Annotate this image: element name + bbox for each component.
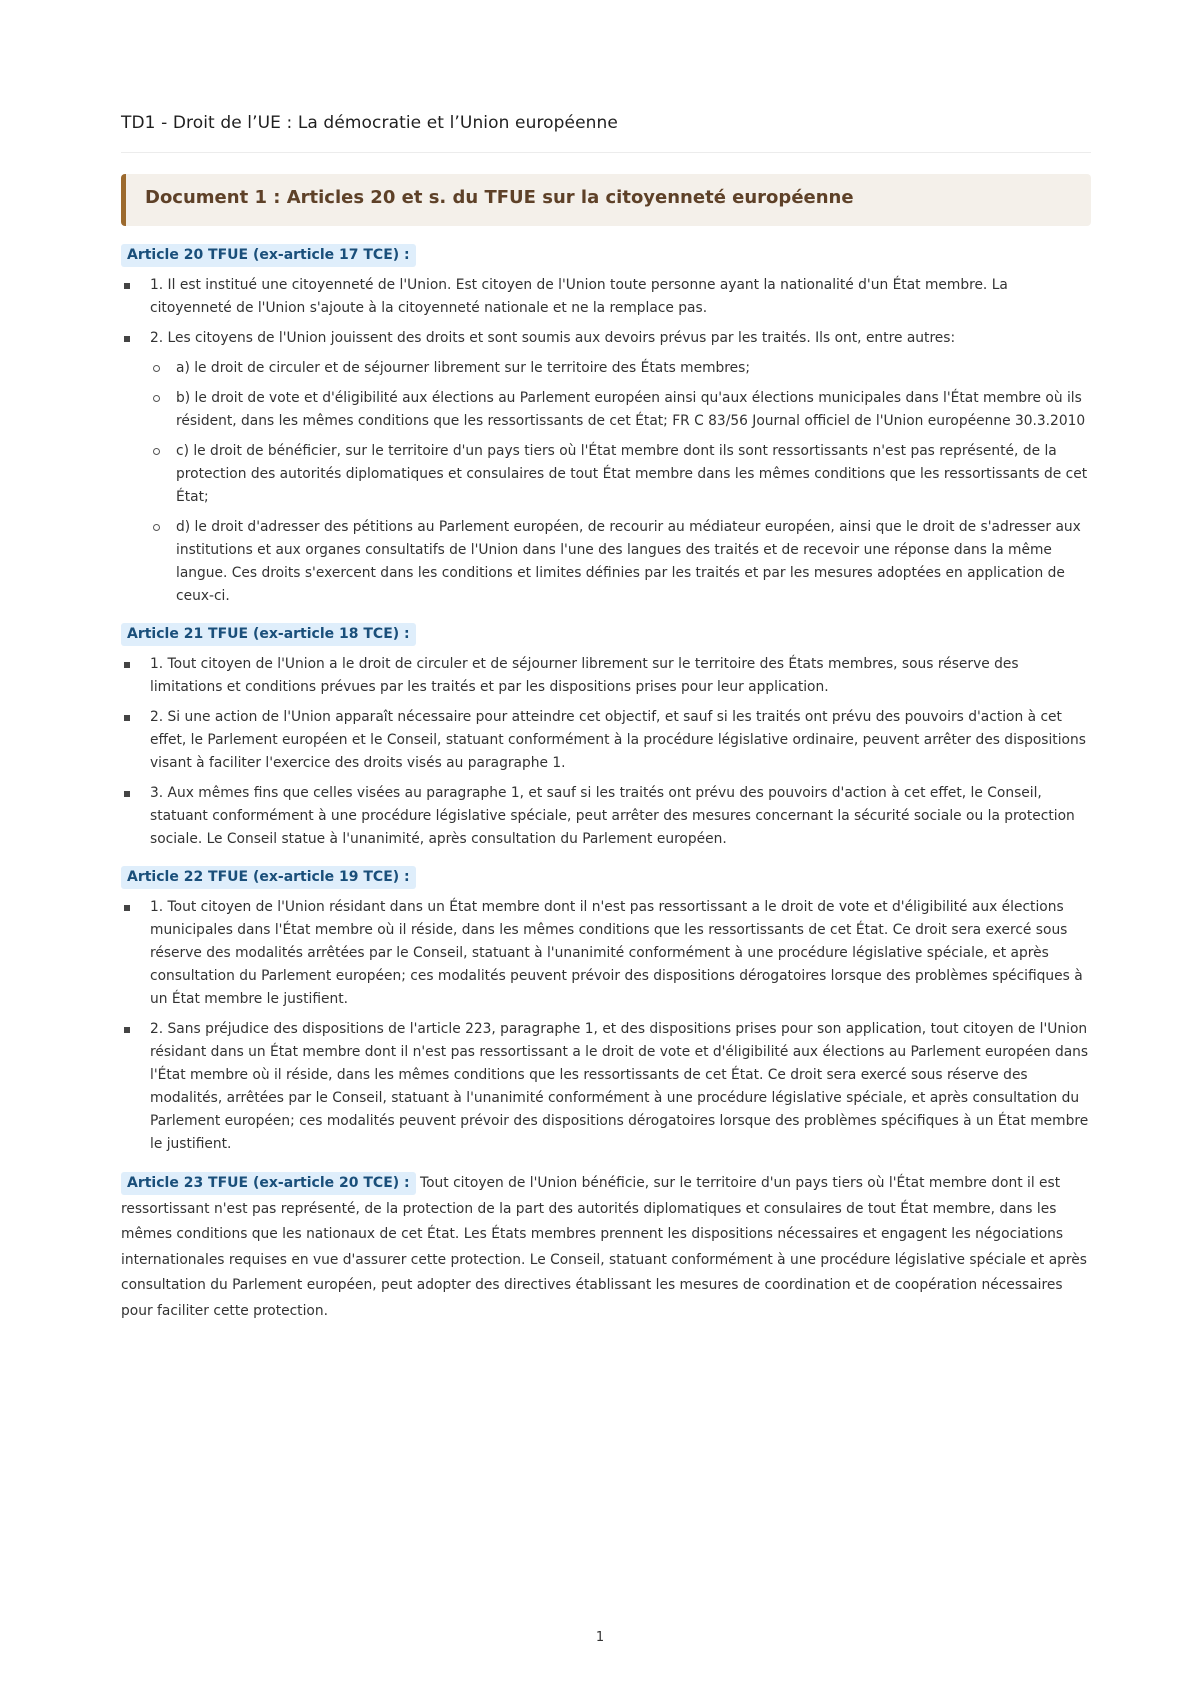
list-item — [121, 782, 1091, 851]
sublist-item-text: b) le droit de vote et d'éligibilité aux élections au Parlement européen ainsi qu'aux élections municipales dans l'État membre où ils résident, dans les mêmes conditions que les ressortissants de cet État; FR C 83/56 Journal officiel de l'Union européenne 30.3.2010 — [176, 390, 1086, 429]
sublist-item-text: d) le droit d'adresser des pétitions au Parlement européen, de recourir au médiateur européen, ainsi que le droit de s'adresser aux institutions et aux organes consultatifs de l'Union dans l'une des langues des traités et de recevoir une réponse dans la même langue. Ces droits s'exercent dans les conditions et limites définies par les traités et par les mesures adoptées en application de ceux-ci. — [176, 519, 1081, 604]
list-item-text: 1. Il est institué une citoyenneté de l'Union. Est citoyen de l'Union toute personne ayant la nationalité d'un État membre. La citoyenneté de l'Union s'ajoute à la citoyenneté nationale et ne la remplace pas. — [150, 277, 1008, 316]
sublist-item — [150, 440, 1091, 509]
article-23-paragraph — [121, 1171, 1091, 1324]
callout-title: Document 1 : Articles 20 et s. du TFUE sur la citoyenneté européenne — [145, 187, 854, 208]
square-bullet-icon — [124, 791, 130, 797]
list-item — [121, 327, 1091, 608]
document-callout — [121, 174, 1091, 226]
article-21-heading-row — [121, 623, 1091, 646]
sublist-item — [150, 357, 1091, 380]
article-20-sublist — [150, 357, 1091, 608]
sublist-item — [150, 516, 1091, 608]
document-body — [121, 244, 1091, 1324]
article-23-heading: Article 23 TFUE (ex-article 20 TCE) : — [121, 1172, 416, 1195]
article-21-heading: Article 21 TFUE (ex-article 18 TCE) : — [121, 623, 416, 646]
list-item-text: 2. Les citoyens de l'Union jouissent des droits et sont soumis aux devoirs prévus par les traités. Ils ont, entre autres: — [150, 330, 956, 346]
list-item — [121, 706, 1091, 775]
article-20-heading: Article 20 TFUE (ex-article 17 TCE) : — [121, 244, 416, 267]
list-item — [121, 274, 1091, 320]
title-divider — [121, 152, 1091, 153]
list-item-text: 2. Si une action de l'Union apparaît nécessaire pour atteindre cet objectif, et sauf si les traités ont prévu des pouvoirs d'action à cet effet, le Parlement européen et le Conseil, statuant conformément à la procédure législative ordinaire, peuvent arrêter des dispositions visant à faciliter l'exercice des droits visés au paragraphe 1. — [150, 709, 1086, 771]
list-item-text: 1. Tout citoyen de l'Union a le droit de circuler et de séjourner librement sur le territoire des États membres, sous réserve des limitations et conditions prévues par les traités et par les dispositions prises pour leur application. — [150, 656, 1019, 695]
circle-bullet-icon — [153, 395, 160, 402]
square-bullet-icon — [124, 905, 130, 911]
article-22-heading-row — [121, 866, 1091, 889]
list-item-text: 2. Sans préjudice des dispositions de l'article 223, paragraphe 1, et des dispositions prises pour son application, tout citoyen de l'Union résidant dans un État membre dont il n'est pas ressortissant a le droit de vote et d'éligibilité aux élections au Parlement européen dans l'État membre où il réside, dans les mêmes conditions que les ressortissants de cet État. Ce droit sera exercé sous réserve des modalités, arrêtées par le Conseil, statuant à l'unanimité conformément à une procédure législative spéciale, et après consultation du Parlement européen; ces modalités peuvent prévoir des dispositions dérogatoires lorsque des problèmes spécifiques à un État membre le justifient. — [150, 1021, 1089, 1152]
list-item — [121, 1018, 1091, 1156]
article-20-list — [121, 274, 1091, 608]
page-number: 1 — [595, 1630, 605, 1645]
list-item — [121, 653, 1091, 699]
sublist-item — [150, 387, 1091, 433]
circle-bullet-icon — [153, 365, 160, 372]
article-20-heading-row — [121, 244, 1091, 267]
sublist-item-text: a) le droit de circuler et de séjourner librement sur le territoire des États membres; — [176, 360, 750, 376]
circle-bullet-icon — [153, 524, 160, 531]
sublist-item-text: c) le droit de bénéficier, sur le territoire d'un pays tiers où l'État membre dont ils sont ressortissants n'est pas représenté, de la protection des autorités diplomatiques et consulaires de tout État membre dans les mêmes conditions que les ressortissants de cet État; — [176, 443, 1088, 505]
page-title: TD1 - Droit de l’UE : La démocratie et l’Union européenne — [121, 113, 618, 133]
article-22-list — [121, 896, 1091, 1156]
article-22-heading: Article 22 TFUE (ex-article 19 TCE) : — [121, 866, 416, 889]
list-item-text: 3. Aux mêmes fins que celles visées au paragraphe 1, et sauf si les traités ont prévu des pouvoirs d'action à cet effet, le Conseil, statuant conformément à une procédure législative spéciale, peut arrêter des mesures concernant la sécurité sociale ou la protection sociale. Le Conseil statue à l'unanimité, après consultation du Parlement européen. — [150, 785, 1075, 847]
square-bullet-icon — [124, 715, 130, 721]
circle-bullet-icon — [153, 448, 160, 455]
article-23-text: Tout citoyen de l'Union bénéficie, sur le territoire d'un pays tiers où l'État membre dont il est ressortissant n'est pas représenté, de la protection de la part des autorités diplomatiques et consulaires de tout État membre, dans les mêmes conditions que les nationaux de cet État. Les États membres prennent les dispositions nécessaires et engagent les négociations internationales requises en vue d'assurer cette protection. Le Conseil, statuant conformément à une procédure législative spéciale et après consultation du Parlement européen, peut adopter des directives établissant les mesures de coordination et de coopération nécessaires pour faciliter cette protection. — [121, 1175, 1087, 1319]
article-21-list — [121, 653, 1091, 851]
square-bullet-icon — [124, 662, 130, 668]
list-item-text: 1. Tout citoyen de l'Union résidant dans un État membre dont il n'est pas ressortissant a le droit de vote et d'éligibilité aux élections municipales dans l'État membre où il réside, dans les mêmes conditions que les ressortissants de cet État. Ce droit sera exercé sous réserve des modalités arrêtées par le Conseil, statuant à l'unanimité conformément à une procédure législative spéciale, et après consultation du Parlement européen; ces modalités peuvent prévoir des dispositions dérogatoires lorsque des problèmes spécifiques à un État membre le justifient. — [150, 899, 1083, 1007]
list-item — [121, 896, 1091, 1011]
document-page — [121, 0, 1091, 1698]
square-bullet-icon — [124, 1027, 130, 1033]
square-bullet-icon — [124, 336, 130, 342]
square-bullet-icon — [124, 283, 130, 289]
